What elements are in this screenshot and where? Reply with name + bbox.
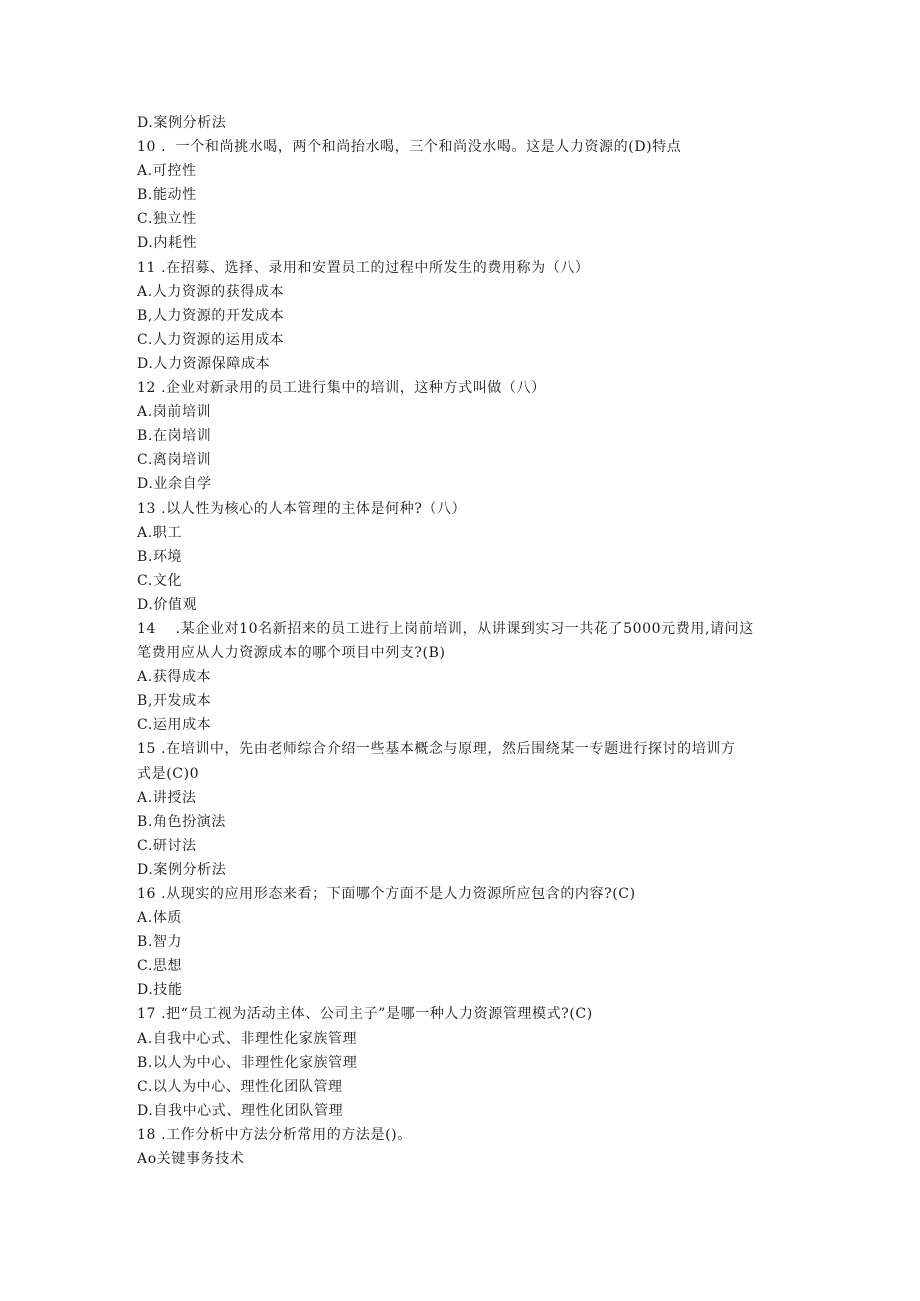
option-line: C.离岗培训 (137, 452, 212, 469)
question-line: 16 .从现实的应用形态来看；下面哪个方面不是人力资源所应包含的内容?(C) (137, 886, 636, 902)
option-line: B.能动性 (137, 187, 197, 204)
option-line: D.自我中心式、理性化团队管理 (137, 1102, 344, 1119)
question-line: 15 .在培训中，先由老师综合介绍一些基本概念与原理，然后围绕某一专题进行探讨的培训方 (137, 741, 736, 758)
option-line: B,开发成本 (137, 693, 212, 710)
question-line: 12 .企业对新录用的员工进行集中的培训，这种方式叫做（八） (137, 380, 546, 397)
option-line: D.业余自学 (137, 476, 212, 493)
question-line: 18 .工作分析中方法分析常用的方法是()。 (137, 1126, 412, 1143)
option-line: A.获得成本 (137, 669, 212, 686)
option-line: C.运用成本 (137, 717, 212, 734)
option-line: D.人力资源保障成本 (137, 355, 271, 372)
option-line: A.自我中心式、非理性化家族管理 (137, 1030, 358, 1047)
option-line: D.价值观 (137, 596, 198, 613)
option-line: A.职工 (137, 524, 182, 541)
question-line: 14 .某企业对10名新招来的员工进行上岗前培训，从讲课到实习一共花了5000元费用,请问这 (137, 620, 754, 637)
option-line: A.体质 (137, 910, 182, 927)
option-line: B,人力资源的开发成本 (137, 307, 285, 324)
question-line: 11 .在招募、选择、录用和安置员工的过程中所发生的费用称为（八） (137, 259, 590, 276)
option-line: B.以人为中心、非理性化家族管理 (137, 1054, 358, 1071)
option-line: D.案例分析法 (137, 861, 227, 878)
question-line-continued: 式是(C)0 (137, 765, 200, 782)
option-line: A.可控性 (137, 163, 197, 180)
option-line: D.技能 (137, 982, 183, 999)
option-line: B.在岗培训 (137, 428, 212, 445)
option-line: D.案例分析法 (137, 115, 227, 131)
option-line: B.角色扮演法 (137, 813, 226, 830)
option-line: C.以人为中心、理性化团队管理 (137, 1078, 343, 1095)
option-line: C.研讨法 (137, 837, 197, 854)
question-line: 13 .以人性为核心的人本管理的主体是何种?（八） (137, 500, 467, 517)
document-body (137, 111, 787, 1171)
option-line: B.智力 (137, 934, 183, 951)
option-line: C.思想 (137, 958, 183, 975)
question-line-continued: 笔费用应从人力资源成本的哪个项目中列支?(B) (137, 645, 446, 662)
question-line: 17 .把“员工视为活动主体、公司主子”是哪一种人力资源管理模式?(C) (137, 1006, 593, 1023)
option-line: A.人力资源的获得成本 (137, 283, 285, 300)
option-line: C.文化 (137, 572, 183, 589)
question-line: 10 ．一个和尚挑水喝，两个和尚抬水喝，三个和尚没水喝。这是人力资源的(D)特点 (137, 139, 682, 156)
option-line: B.环境 (137, 548, 183, 565)
option-line: Ao关键事务技术 (137, 1151, 245, 1168)
option-line: A.岗前培训 (137, 404, 212, 421)
option-line: D.内耗性 (137, 235, 198, 252)
option-line: A.讲授法 (137, 789, 197, 806)
option-line: C.独立性 (137, 211, 197, 228)
option-line: C.人力资源的运用成本 (137, 331, 285, 348)
